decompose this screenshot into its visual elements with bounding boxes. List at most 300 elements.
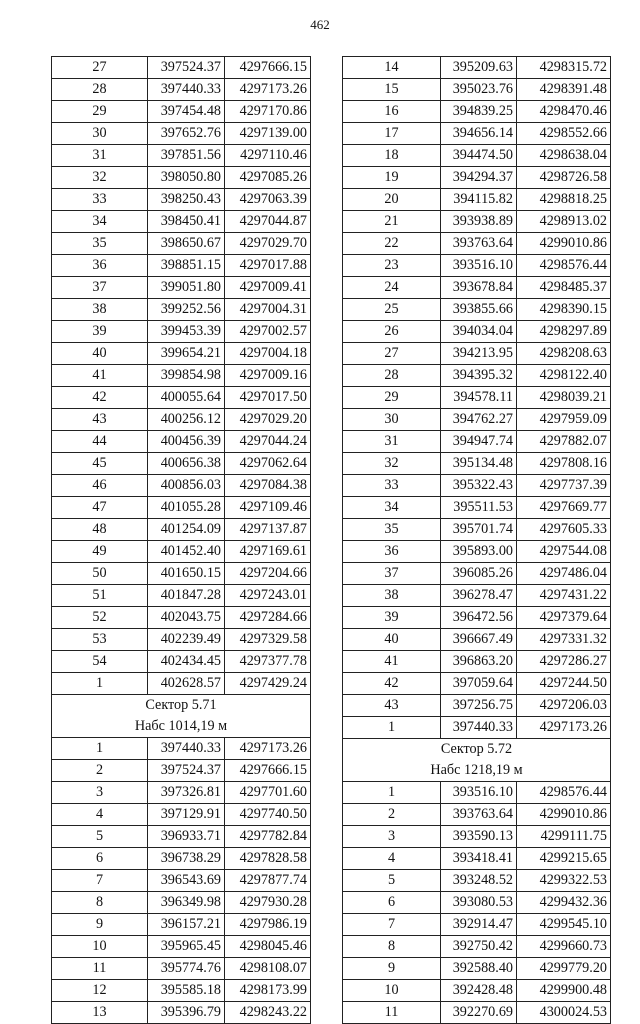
point-number-cell: 33 — [343, 475, 441, 497]
x-coordinate-cell: 394474.50 — [441, 145, 517, 167]
x-coordinate-cell: 395023.76 — [441, 79, 517, 101]
x-coordinate-cell: 400055.64 — [148, 387, 225, 409]
table-row — [52, 57, 311, 79]
point-number-cell: 45 — [52, 453, 148, 475]
x-coordinate-cell: 395396.79 — [148, 1002, 225, 1024]
sector-title: Сектор 5.71 — [52, 695, 311, 717]
point-number-cell: 27 — [343, 343, 441, 365]
y-coordinate-cell: 4297737.39 — [517, 475, 611, 497]
y-coordinate-cell: 4297044.87 — [225, 211, 311, 233]
x-coordinate-cell: 394115.82 — [441, 189, 517, 211]
point-number-cell: 40 — [52, 343, 148, 365]
point-number-cell: 6 — [52, 848, 148, 870]
table-row — [52, 431, 311, 453]
point-number-cell: 43 — [343, 695, 441, 717]
point-number-cell: 8 — [52, 892, 148, 914]
table-row — [343, 607, 611, 629]
x-coordinate-cell: 394656.14 — [441, 123, 517, 145]
point-number-cell: 33 — [52, 189, 148, 211]
x-coordinate-cell: 396933.71 — [148, 826, 225, 848]
y-coordinate-cell: 4297331.32 — [517, 629, 611, 651]
y-coordinate-cell: 4297701.60 — [225, 782, 311, 804]
point-number-cell: 23 — [343, 255, 441, 277]
x-coordinate-cell: 402434.45 — [148, 651, 225, 673]
table-row — [52, 936, 311, 958]
table-row — [52, 870, 311, 892]
x-coordinate-cell: 400656.38 — [148, 453, 225, 475]
table-row — [52, 607, 311, 629]
point-number-cell: 37 — [343, 563, 441, 585]
table-row — [343, 1002, 611, 1024]
point-number-cell: 47 — [52, 497, 148, 519]
point-number-cell: 11 — [343, 1002, 441, 1024]
coordinates-table-right — [342, 56, 611, 1024]
table-row — [343, 123, 611, 145]
y-coordinate-cell: 4297173.26 — [225, 79, 311, 101]
y-coordinate-cell: 4299111.75 — [517, 826, 611, 848]
point-number-cell: 41 — [343, 651, 441, 673]
table-row — [52, 233, 311, 255]
y-coordinate-cell: 4298485.37 — [517, 277, 611, 299]
point-number-cell: 8 — [343, 936, 441, 958]
y-coordinate-cell: 4298122.40 — [517, 365, 611, 387]
table-row — [343, 189, 611, 211]
table-row — [52, 343, 311, 365]
y-coordinate-cell: 4297137.87 — [225, 519, 311, 541]
table-row — [343, 475, 611, 497]
point-number-cell: 35 — [52, 233, 148, 255]
x-coordinate-cell: 399654.21 — [148, 343, 225, 365]
point-number-cell: 42 — [52, 387, 148, 409]
table-row — [343, 145, 611, 167]
table-row — [52, 79, 311, 101]
y-coordinate-cell: 4299660.73 — [517, 936, 611, 958]
y-coordinate-cell: 4297085.26 — [225, 167, 311, 189]
table-row — [52, 189, 311, 211]
y-coordinate-cell: 4297084.38 — [225, 475, 311, 497]
table-row — [343, 980, 611, 1002]
x-coordinate-cell: 397256.75 — [441, 695, 517, 717]
sector-area-row — [343, 760, 611, 782]
point-number-cell: 10 — [343, 980, 441, 1002]
table-row — [52, 1002, 311, 1024]
x-coordinate-cell: 400856.03 — [148, 475, 225, 497]
point-number-cell: 4 — [343, 848, 441, 870]
table-row — [52, 277, 311, 299]
table-row — [343, 695, 611, 717]
sector-area: Набс 1218,19 м — [343, 760, 611, 782]
point-number-cell: 43 — [52, 409, 148, 431]
table-row — [52, 321, 311, 343]
y-coordinate-cell: 4298470.46 — [517, 101, 611, 123]
y-coordinate-cell: 4297139.00 — [225, 123, 311, 145]
x-coordinate-cell: 401452.40 — [148, 541, 225, 563]
x-coordinate-cell: 400256.12 — [148, 409, 225, 431]
y-coordinate-cell: 4299432.36 — [517, 892, 611, 914]
y-coordinate-cell: 4299545.10 — [517, 914, 611, 936]
point-number-cell: 39 — [343, 607, 441, 629]
table-row — [343, 541, 611, 563]
table-row — [52, 892, 311, 914]
x-coordinate-cell: 394947.74 — [441, 431, 517, 453]
point-number-cell: 27 — [52, 57, 148, 79]
point-number-cell: 20 — [343, 189, 441, 211]
point-number-cell: 10 — [52, 936, 148, 958]
table-row — [343, 167, 611, 189]
table-row — [52, 651, 311, 673]
table-row — [52, 387, 311, 409]
x-coordinate-cell: 393516.10 — [441, 782, 517, 804]
point-number-cell: 38 — [52, 299, 148, 321]
x-coordinate-cell: 401254.09 — [148, 519, 225, 541]
x-coordinate-cell: 399854.98 — [148, 365, 225, 387]
point-number-cell: 54 — [52, 651, 148, 673]
y-coordinate-cell: 4297669.77 — [517, 497, 611, 519]
table-row — [343, 79, 611, 101]
point-number-cell: 26 — [343, 321, 441, 343]
table-row — [52, 782, 311, 804]
point-number-cell: 37 — [52, 277, 148, 299]
point-number-cell: 5 — [343, 870, 441, 892]
y-coordinate-cell: 4299215.65 — [517, 848, 611, 870]
y-coordinate-cell: 4299322.53 — [517, 870, 611, 892]
table-row — [343, 585, 611, 607]
point-number-cell: 6 — [343, 892, 441, 914]
table-body-right — [343, 57, 611, 1024]
table-row — [343, 782, 611, 804]
point-number-cell: 7 — [52, 870, 148, 892]
table-row — [52, 365, 311, 387]
x-coordinate-cell: 395134.48 — [441, 453, 517, 475]
table-row — [343, 343, 611, 365]
x-coordinate-cell: 393763.64 — [441, 804, 517, 826]
point-number-cell: 28 — [52, 79, 148, 101]
x-coordinate-cell: 394213.95 — [441, 343, 517, 365]
table-row — [52, 453, 311, 475]
y-coordinate-cell: 4299779.20 — [517, 958, 611, 980]
table-row — [52, 409, 311, 431]
y-coordinate-cell: 4298391.48 — [517, 79, 611, 101]
point-number-cell: 7 — [343, 914, 441, 936]
point-number-cell: 31 — [343, 431, 441, 453]
x-coordinate-cell: 398851.15 — [148, 255, 225, 277]
x-coordinate-cell: 395322.43 — [441, 475, 517, 497]
x-coordinate-cell: 396543.69 — [148, 870, 225, 892]
point-number-cell: 32 — [343, 453, 441, 475]
y-coordinate-cell: 4297204.66 — [225, 563, 311, 585]
x-coordinate-cell: 396278.47 — [441, 585, 517, 607]
x-coordinate-cell: 397851.56 — [148, 145, 225, 167]
x-coordinate-cell: 393678.84 — [441, 277, 517, 299]
x-coordinate-cell: 393763.64 — [441, 233, 517, 255]
point-number-cell: 44 — [52, 431, 148, 453]
x-coordinate-cell: 397326.81 — [148, 782, 225, 804]
y-coordinate-cell: 4297666.15 — [225, 760, 311, 782]
point-number-cell: 30 — [52, 123, 148, 145]
y-coordinate-cell: 4297062.64 — [225, 453, 311, 475]
point-number-cell: 29 — [343, 387, 441, 409]
y-coordinate-cell: 4297605.33 — [517, 519, 611, 541]
table-row — [343, 936, 611, 958]
table-row — [343, 431, 611, 453]
table-row — [52, 804, 311, 826]
table-row — [52, 211, 311, 233]
point-number-cell: 39 — [52, 321, 148, 343]
table-row — [343, 870, 611, 892]
point-number-cell: 3 — [343, 826, 441, 848]
y-coordinate-cell: 4297029.70 — [225, 233, 311, 255]
y-coordinate-cell: 4299010.86 — [517, 233, 611, 255]
y-coordinate-cell: 4297828.58 — [225, 848, 311, 870]
y-coordinate-cell: 4298297.89 — [517, 321, 611, 343]
point-number-cell: 1 — [52, 738, 148, 760]
x-coordinate-cell: 398250.43 — [148, 189, 225, 211]
point-number-cell: 19 — [343, 167, 441, 189]
y-coordinate-cell: 4297544.08 — [517, 541, 611, 563]
point-number-cell: 13 — [52, 1002, 148, 1024]
x-coordinate-cell: 395585.18 — [148, 980, 225, 1002]
point-number-cell: 14 — [343, 57, 441, 79]
y-coordinate-cell: 4300024.53 — [517, 1002, 611, 1024]
x-coordinate-cell: 393080.53 — [441, 892, 517, 914]
y-coordinate-cell: 4297110.46 — [225, 145, 311, 167]
y-coordinate-cell: 4297486.04 — [517, 563, 611, 585]
y-coordinate-cell: 4297740.50 — [225, 804, 311, 826]
x-coordinate-cell: 396157.21 — [148, 914, 225, 936]
point-number-cell: 52 — [52, 607, 148, 629]
x-coordinate-cell: 397129.91 — [148, 804, 225, 826]
sector-title-row — [343, 739, 611, 761]
x-coordinate-cell: 396349.98 — [148, 892, 225, 914]
y-coordinate-cell: 4298208.63 — [517, 343, 611, 365]
y-coordinate-cell: 4297877.74 — [225, 870, 311, 892]
table-row — [52, 101, 311, 123]
point-number-cell: 49 — [52, 541, 148, 563]
sector-area-row — [52, 716, 311, 738]
x-coordinate-cell: 401847.28 — [148, 585, 225, 607]
x-coordinate-cell: 395701.74 — [441, 519, 517, 541]
y-coordinate-cell: 4297109.46 — [225, 497, 311, 519]
table-row — [343, 57, 611, 79]
table-row — [343, 892, 611, 914]
table-row — [52, 497, 311, 519]
table-row — [52, 255, 311, 277]
y-coordinate-cell: 4297004.31 — [225, 299, 311, 321]
y-coordinate-cell: 4297959.09 — [517, 409, 611, 431]
x-coordinate-cell: 396738.29 — [148, 848, 225, 870]
table-row — [343, 629, 611, 651]
y-coordinate-cell: 4297243.01 — [225, 585, 311, 607]
table-row — [343, 409, 611, 431]
x-coordinate-cell: 394294.37 — [441, 167, 517, 189]
x-coordinate-cell: 393855.66 — [441, 299, 517, 321]
table-row — [52, 167, 311, 189]
x-coordinate-cell: 397440.33 — [148, 738, 225, 760]
y-coordinate-cell: 4297029.20 — [225, 409, 311, 431]
point-number-cell: 31 — [52, 145, 148, 167]
y-coordinate-cell: 4298039.21 — [517, 387, 611, 409]
x-coordinate-cell: 394395.32 — [441, 365, 517, 387]
y-coordinate-cell: 4298108.07 — [225, 958, 311, 980]
table-row — [343, 651, 611, 673]
point-number-cell: 3 — [52, 782, 148, 804]
y-coordinate-cell: 4298173.99 — [225, 980, 311, 1002]
x-coordinate-cell: 394034.04 — [441, 321, 517, 343]
y-coordinate-cell: 4298726.58 — [517, 167, 611, 189]
table-row — [52, 563, 311, 585]
point-number-cell: 24 — [343, 277, 441, 299]
y-coordinate-cell: 4297173.26 — [225, 738, 311, 760]
table-row — [52, 475, 311, 497]
x-coordinate-cell: 397652.76 — [148, 123, 225, 145]
table-row — [52, 585, 311, 607]
table-row — [343, 365, 611, 387]
point-number-cell: 16 — [343, 101, 441, 123]
table-row — [52, 145, 311, 167]
point-number-cell: 40 — [343, 629, 441, 651]
y-coordinate-cell: 4297009.16 — [225, 365, 311, 387]
table-row — [52, 123, 311, 145]
x-coordinate-cell: 397440.33 — [441, 717, 517, 739]
x-coordinate-cell: 402239.49 — [148, 629, 225, 651]
x-coordinate-cell: 397524.37 — [148, 57, 225, 79]
point-number-cell: 1 — [343, 782, 441, 804]
x-coordinate-cell: 392914.47 — [441, 914, 517, 936]
table-row — [52, 299, 311, 321]
x-coordinate-cell: 397454.48 — [148, 101, 225, 123]
x-coordinate-cell: 399252.56 — [148, 299, 225, 321]
y-coordinate-cell: 4297173.26 — [517, 717, 611, 739]
y-coordinate-cell: 4297017.88 — [225, 255, 311, 277]
y-coordinate-cell: 4297170.86 — [225, 101, 311, 123]
x-coordinate-cell: 399453.39 — [148, 321, 225, 343]
x-coordinate-cell: 398450.41 — [148, 211, 225, 233]
y-coordinate-cell: 4297808.16 — [517, 453, 611, 475]
point-number-cell: 1 — [52, 673, 148, 695]
point-number-cell: 1 — [343, 717, 441, 739]
point-number-cell: 38 — [343, 585, 441, 607]
point-number-cell: 11 — [52, 958, 148, 980]
point-number-cell: 28 — [343, 365, 441, 387]
point-number-cell: 30 — [343, 409, 441, 431]
x-coordinate-cell: 401055.28 — [148, 497, 225, 519]
y-coordinate-cell: 4298390.15 — [517, 299, 611, 321]
y-coordinate-cell: 4297429.24 — [225, 673, 311, 695]
table-row — [343, 453, 611, 475]
y-coordinate-cell: 4298045.46 — [225, 936, 311, 958]
y-coordinate-cell: 4297986.19 — [225, 914, 311, 936]
sector-title: Сектор 5.72 — [343, 739, 611, 761]
y-coordinate-cell: 4299010.86 — [517, 804, 611, 826]
point-number-cell: 32 — [52, 167, 148, 189]
x-coordinate-cell: 393590.13 — [441, 826, 517, 848]
x-coordinate-cell: 398050.80 — [148, 167, 225, 189]
point-number-cell: 53 — [52, 629, 148, 651]
y-coordinate-cell: 4297017.50 — [225, 387, 311, 409]
y-coordinate-cell: 4297009.41 — [225, 277, 311, 299]
point-number-cell: 42 — [343, 673, 441, 695]
x-coordinate-cell: 393418.41 — [441, 848, 517, 870]
table-row — [343, 255, 611, 277]
table-row — [343, 321, 611, 343]
table-body-left — [52, 57, 311, 1024]
y-coordinate-cell: 4297666.15 — [225, 57, 311, 79]
y-coordinate-cell: 4297882.07 — [517, 431, 611, 453]
x-coordinate-cell: 395893.00 — [441, 541, 517, 563]
y-coordinate-cell: 4297002.57 — [225, 321, 311, 343]
point-number-cell: 17 — [343, 123, 441, 145]
table-row — [343, 519, 611, 541]
x-coordinate-cell: 394839.25 — [441, 101, 517, 123]
x-coordinate-cell: 396472.56 — [441, 607, 517, 629]
point-number-cell: 18 — [343, 145, 441, 167]
x-coordinate-cell: 396863.20 — [441, 651, 517, 673]
x-coordinate-cell: 394578.11 — [441, 387, 517, 409]
table-row — [343, 848, 611, 870]
table-row — [52, 958, 311, 980]
table-row — [52, 826, 311, 848]
x-coordinate-cell: 397440.33 — [148, 79, 225, 101]
x-coordinate-cell: 395965.45 — [148, 936, 225, 958]
coordinates-table-left — [51, 56, 311, 1024]
y-coordinate-cell: 4297044.24 — [225, 431, 311, 453]
x-coordinate-cell: 401650.15 — [148, 563, 225, 585]
x-coordinate-cell: 394762.27 — [441, 409, 517, 431]
point-number-cell: 12 — [52, 980, 148, 1002]
x-coordinate-cell: 393248.52 — [441, 870, 517, 892]
y-coordinate-cell: 4297004.18 — [225, 343, 311, 365]
y-coordinate-cell: 4298576.44 — [517, 782, 611, 804]
table-row — [343, 673, 611, 695]
sector-area: Набс 1014,19 м — [52, 716, 311, 738]
table-row — [52, 980, 311, 1002]
x-coordinate-cell: 392750.42 — [441, 936, 517, 958]
table-row — [343, 387, 611, 409]
point-number-cell: 34 — [52, 211, 148, 233]
point-number-cell: 50 — [52, 563, 148, 585]
x-coordinate-cell: 395774.76 — [148, 958, 225, 980]
y-coordinate-cell: 4298576.44 — [517, 255, 611, 277]
table-row — [52, 519, 311, 541]
table-row — [343, 277, 611, 299]
x-coordinate-cell: 392270.69 — [441, 1002, 517, 1024]
table-row — [343, 804, 611, 826]
y-coordinate-cell: 4297329.58 — [225, 629, 311, 651]
y-coordinate-cell: 4297286.27 — [517, 651, 611, 673]
point-number-cell: 29 — [52, 101, 148, 123]
y-coordinate-cell: 4297379.64 — [517, 607, 611, 629]
x-coordinate-cell: 396085.26 — [441, 563, 517, 585]
y-coordinate-cell: 4297930.28 — [225, 892, 311, 914]
point-number-cell: 9 — [343, 958, 441, 980]
point-number-cell: 21 — [343, 211, 441, 233]
point-number-cell: 2 — [343, 804, 441, 826]
point-number-cell: 51 — [52, 585, 148, 607]
x-coordinate-cell: 402628.57 — [148, 673, 225, 695]
y-coordinate-cell: 4297063.39 — [225, 189, 311, 211]
x-coordinate-cell: 392588.40 — [441, 958, 517, 980]
y-coordinate-cell: 4298638.04 — [517, 145, 611, 167]
x-coordinate-cell: 398650.67 — [148, 233, 225, 255]
point-number-cell: 34 — [343, 497, 441, 519]
table-row — [52, 760, 311, 782]
point-number-cell: 15 — [343, 79, 441, 101]
point-number-cell: 5 — [52, 826, 148, 848]
x-coordinate-cell: 395511.53 — [441, 497, 517, 519]
table-row — [343, 717, 611, 739]
y-coordinate-cell: 4297431.22 — [517, 585, 611, 607]
sector-title-row — [52, 695, 311, 717]
